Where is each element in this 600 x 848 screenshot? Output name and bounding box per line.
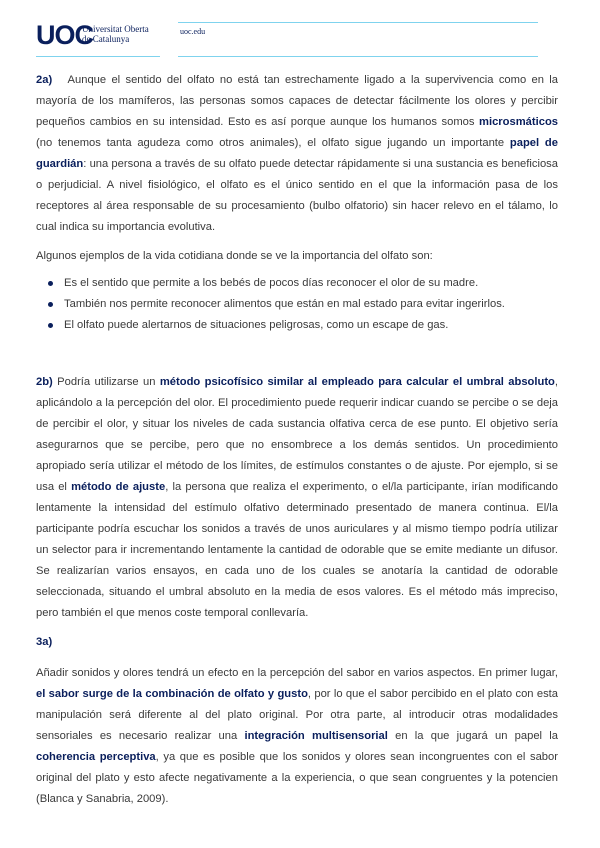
section-2a-paragraph: 2a) Aunque el sentido del olfato no está tan estrechamente ligado a la supervivencia como en la mayoría de los mamíferos, las personas somos capaces de detectar fácilmente los olores y percibir pequeños cambios en su intensidad. Esto es así porque aunque los humanos somos microsmáticos (no tenemos tanta agudeza como otros animales), el olfato sigue jugando un importante papel de guardián: una persona a través de su olfato puede detectar rápidamente si una sustancia es beneficiosa o perjudicial. A nivel fisiológico, el olfato es el único sentido en el que la información pasa de los receptores al área responsable de su procesamiento (bulbo olfatorio) sin hacer relevo en el tálamo, lo cual indica su importancia evolutiva. [36,74,558,233]
examples-intro: Algunos ejemplos de la vida cotidiana donde se ve la importancia del olfato son: [36,250,433,262]
university-url: uoc.edu [180,27,206,36]
term-papel-de-guardian: papel de guardián [36,137,558,170]
list-item: Es el sentido que permite a los bebés de pocos días reconocer el olor de su madre. [36,273,558,294]
section-2a-label: 2a) [36,74,53,86]
term-metodo-de-ajuste: método de ajuste [71,481,166,493]
university-name [82,24,149,44]
document-body [36,70,558,810]
university-name-line2: de Catalunya [82,34,130,44]
header-rule-bottom [178,56,538,57]
examples-list [36,273,558,336]
section-2b-label: 2b) [36,376,53,388]
list-item: El olfato puede alertarnos de situaciones peligrosas, como un escape de gas. [36,315,558,336]
bullet-icon [48,323,53,328]
section-3a-paragraph: Añadir sonidos y olores tendrá un efecto en la percepción del sabor en varios aspectos. En primer lugar, el sabor surge de la combinación de olfato y gusto, por lo que el sabor percibido en el plato con esta manipulación será diferente al del plato original. Por otra parte, al introducir otras modalidades sensoriales es necesario realizar una integración multisensorial en la que jugará un papel la coherencia perceptiva, ya que es posible que los sonidos y olores sean incongruentes con el sabor original del plato y esto afecte negativamente a la experiencia, o que sean congruentes y la potencien (Blanca y Sanabria, 2009). [36,667,559,805]
page-header [0,0,600,70]
term-microsmaticos: microsmáticos [479,116,558,128]
list-item: También nos permite reconocer alimentos que están en mal estado para evitar ingerirlos. [36,294,558,315]
bullet-icon [48,281,53,286]
term-integracion-multisensorial: integración multisensorial [244,730,388,742]
header-rule-top [178,22,538,23]
university-name-line1: Universitat Oberta [82,24,149,34]
term-metodo-psicofisico: método psicofísico similar al empleado para calcular el umbral absoluto [159,376,555,388]
term-sabor-combinacion: el sabor surge de la combinación de olfato y gusto [36,688,308,700]
bullet-icon [48,302,53,307]
header-rule-short [36,56,160,57]
uoc-logo: UOC [36,20,93,50]
section-2b-paragraph: 2b) Podría utilizarse un método psicofísico similar al empleado para calcular el umbral absoluto, aplicándolo a la percepción del olor. El procedimiento puede requerir indicar cuando se percibe o se deja de percibir el olor, y situar los niveles de cada sustancia olfativa cerca de ese punto. El objetivo sería asegurarnos que se percibe, pero que no ensombrece a los demás sentidos. Un procedimiento apropiado sería utilizar el método de los límites, de estímulos constantes o de ajuste. Por ejemplo, si se usa el método de ajuste, la persona que realiza el experimento, o el/la participante, irían modificando lentamente la intensidad del estímulo olfativo determinado presentado de manera continua. El/la participante podría escuchar los sonidos a través de unos auriculares y al mismo tiempo podría utilizar un selector para ir incrementando lentamente la cantidad de odorable que se emite mediante un difusor. Se realizarían varios ensayos, en cada uno de los cuales se anotaría la cantidad de odorable seleccionada, situando el umbral absoluto en la media de esos valores. Es el método más impreciso, pero también el que menos coste temporal conllevaría. [36,376,559,619]
section-3a-label: 3a) [36,636,53,648]
term-coherencia-perceptiva: coherencia perceptiva [36,751,156,763]
